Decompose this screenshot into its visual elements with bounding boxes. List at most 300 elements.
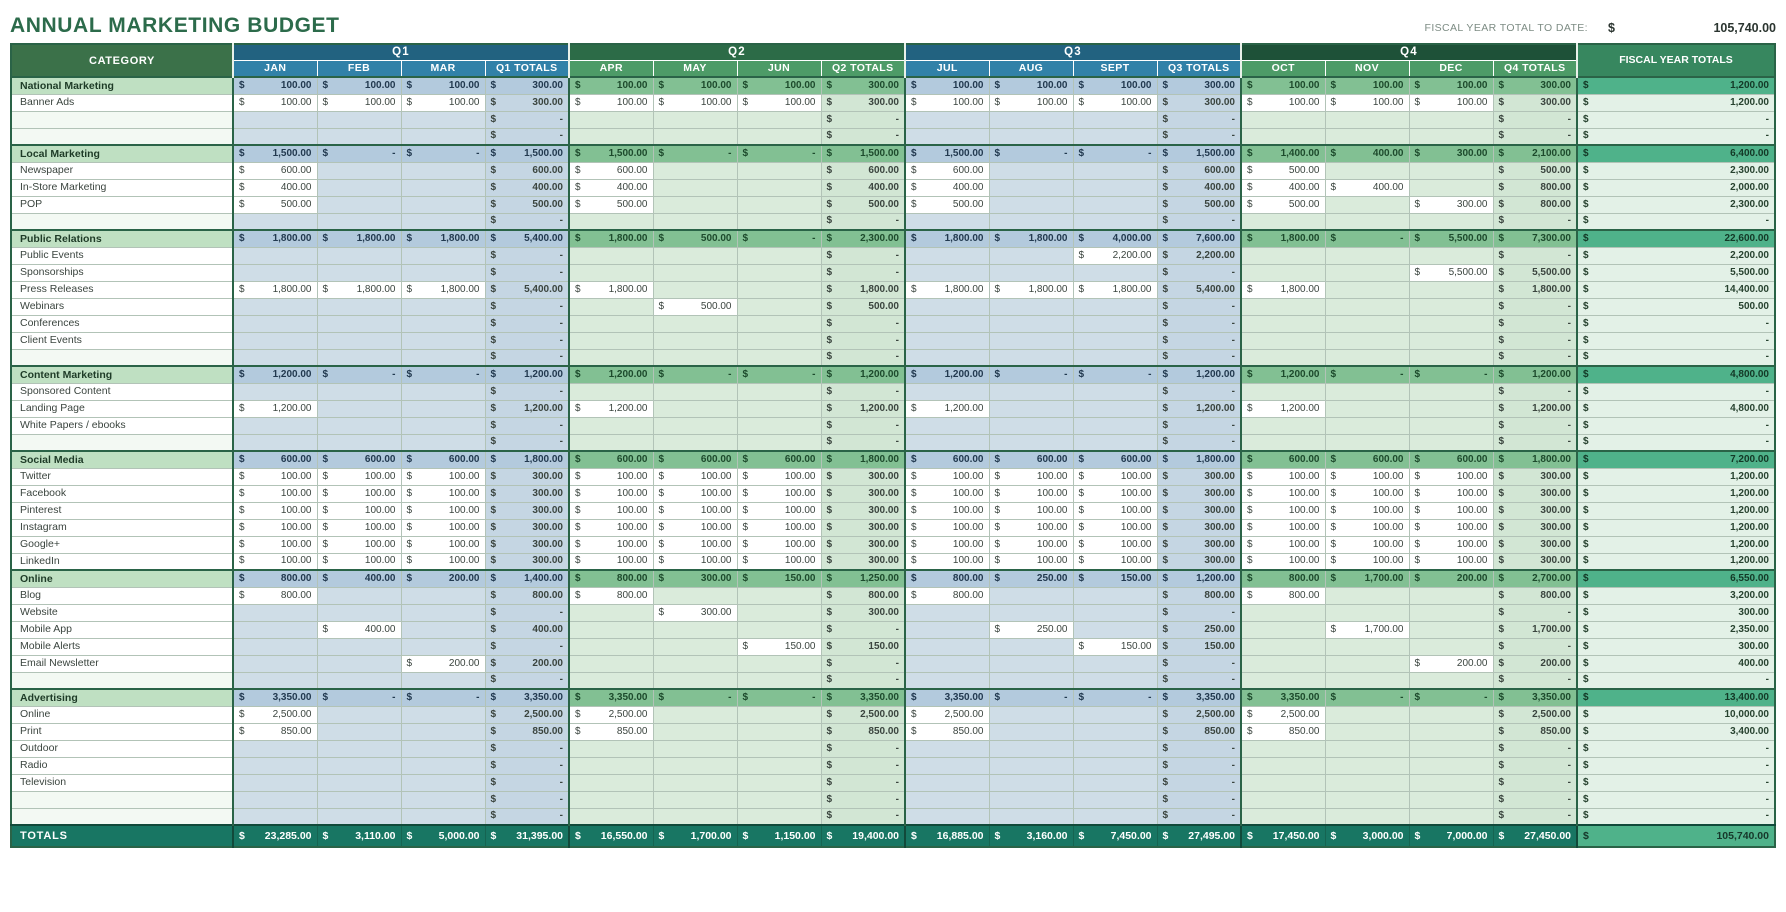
cell[interactable] xyxy=(1325,94,1409,111)
fiscal-year-total-cell[interactable] xyxy=(1577,298,1775,315)
quarter-total-cell[interactable] xyxy=(1157,723,1241,740)
cell[interactable] xyxy=(989,655,1073,672)
cell[interactable] xyxy=(1073,111,1157,128)
cell[interactable] xyxy=(737,587,821,604)
quarter-total-cell[interactable] xyxy=(1493,740,1577,757)
cell[interactable] xyxy=(737,570,821,587)
row-category[interactable] xyxy=(11,349,233,366)
cell[interactable] xyxy=(1325,791,1409,808)
cell[interactable] xyxy=(233,111,317,128)
fiscal-year-total-cell[interactable] xyxy=(1577,400,1775,417)
quarter-total-cell[interactable] xyxy=(1493,672,1577,689)
cell[interactable] xyxy=(233,740,317,757)
cell[interactable] xyxy=(905,162,989,179)
quarter-total-cell[interactable] xyxy=(1493,485,1577,502)
cell[interactable] xyxy=(1241,162,1325,179)
row-category[interactable]: Banner Ads xyxy=(11,94,233,111)
cell[interactable] xyxy=(737,264,821,281)
cell[interactable] xyxy=(737,502,821,519)
quarter-total-cell[interactable] xyxy=(821,366,905,383)
cell[interactable] xyxy=(1325,740,1409,757)
row-category[interactable]: Sponsored Content xyxy=(11,383,233,400)
cell[interactable] xyxy=(737,434,821,451)
quarter-total-cell[interactable] xyxy=(485,400,569,417)
cell[interactable] xyxy=(1325,723,1409,740)
fiscal-year-total-cell[interactable] xyxy=(1577,434,1775,451)
cell[interactable] xyxy=(989,417,1073,434)
section-category-cell[interactable]: Advertising xyxy=(11,689,233,706)
quarter-total-cell[interactable] xyxy=(1493,332,1577,349)
cell[interactable] xyxy=(569,774,653,791)
cell[interactable] xyxy=(317,162,401,179)
fiscal-year-total-cell[interactable] xyxy=(1577,230,1775,247)
cell[interactable] xyxy=(989,213,1073,230)
cell[interactable] xyxy=(317,757,401,774)
cell[interactable] xyxy=(569,281,653,298)
fiscal-year-total-cell[interactable] xyxy=(1577,128,1775,145)
cell[interactable] xyxy=(317,94,401,111)
cell[interactable] xyxy=(569,502,653,519)
quarter-total-cell[interactable] xyxy=(1157,587,1241,604)
cell[interactable] xyxy=(905,315,989,332)
cell[interactable] xyxy=(1073,366,1157,383)
cell[interactable] xyxy=(569,604,653,621)
quarter-total-cell[interactable] xyxy=(1493,264,1577,281)
cell[interactable] xyxy=(569,451,653,468)
cell[interactable] xyxy=(905,94,989,111)
cell[interactable] xyxy=(401,808,485,825)
cell[interactable] xyxy=(905,689,989,706)
cell[interactable] xyxy=(653,689,737,706)
cell[interactable] xyxy=(569,808,653,825)
cell[interactable] xyxy=(989,553,1073,570)
totals-cell[interactable] xyxy=(653,825,737,847)
cell[interactable] xyxy=(653,196,737,213)
quarter-total-cell[interactable] xyxy=(821,383,905,400)
cell[interactable] xyxy=(653,332,737,349)
cell[interactable] xyxy=(1241,587,1325,604)
cell[interactable] xyxy=(737,553,821,570)
cell[interactable] xyxy=(1409,247,1493,264)
cell[interactable] xyxy=(1409,519,1493,536)
cell[interactable] xyxy=(401,519,485,536)
section-category-cell[interactable]: Content Marketing xyxy=(11,366,233,383)
quarter-total-cell[interactable] xyxy=(1157,808,1241,825)
totals-fiscal-year-cell[interactable] xyxy=(1577,825,1775,847)
totals-cell[interactable] xyxy=(317,825,401,847)
quarter-total-cell[interactable] xyxy=(1157,145,1241,162)
cell[interactable] xyxy=(1241,468,1325,485)
quarter-total-cell[interactable] xyxy=(821,536,905,553)
cell[interactable] xyxy=(1409,536,1493,553)
cell[interactable] xyxy=(989,791,1073,808)
cell[interactable] xyxy=(1241,655,1325,672)
cell[interactable] xyxy=(1325,315,1409,332)
quarter-total-cell[interactable] xyxy=(1493,247,1577,264)
cell[interactable] xyxy=(233,621,317,638)
cell[interactable] xyxy=(569,570,653,587)
fiscal-year-total-cell[interactable] xyxy=(1577,621,1775,638)
quarter-total-cell[interactable] xyxy=(821,128,905,145)
cell[interactable] xyxy=(1241,553,1325,570)
cell[interactable] xyxy=(989,587,1073,604)
cell[interactable] xyxy=(1241,740,1325,757)
cell[interactable] xyxy=(905,519,989,536)
row-category[interactable]: Television xyxy=(11,774,233,791)
cell[interactable] xyxy=(401,604,485,621)
cell[interactable] xyxy=(905,230,989,247)
quarter-total-cell[interactable] xyxy=(1157,672,1241,689)
quarter-total-cell[interactable] xyxy=(485,332,569,349)
cell[interactable] xyxy=(233,434,317,451)
cell[interactable] xyxy=(1409,655,1493,672)
fiscal-year-total-cell[interactable] xyxy=(1577,417,1775,434)
totals-cell[interactable] xyxy=(1241,825,1325,847)
cell[interactable] xyxy=(1241,536,1325,553)
quarter-total-cell[interactable] xyxy=(485,264,569,281)
cell[interactable] xyxy=(737,213,821,230)
cell[interactable] xyxy=(1409,417,1493,434)
cell[interactable] xyxy=(1325,706,1409,723)
quarter-total-cell[interactable] xyxy=(1157,570,1241,587)
cell[interactable] xyxy=(1241,502,1325,519)
quarter-total-cell[interactable] xyxy=(485,604,569,621)
cell[interactable] xyxy=(569,264,653,281)
cell[interactable] xyxy=(317,77,401,94)
cell[interactable] xyxy=(653,485,737,502)
cell[interactable] xyxy=(653,468,737,485)
totals-quarter-cell[interactable] xyxy=(485,825,569,847)
cell[interactable] xyxy=(233,315,317,332)
quarter-total-cell[interactable] xyxy=(1493,349,1577,366)
cell[interactable] xyxy=(317,213,401,230)
cell[interactable] xyxy=(1241,638,1325,655)
cell[interactable] xyxy=(653,213,737,230)
cell[interactable] xyxy=(569,298,653,315)
cell[interactable] xyxy=(401,655,485,672)
cell[interactable] xyxy=(1241,247,1325,264)
cell[interactable] xyxy=(401,145,485,162)
cell[interactable] xyxy=(233,298,317,315)
quarter-total-cell[interactable] xyxy=(485,791,569,808)
quarter-total-cell[interactable] xyxy=(485,672,569,689)
cell[interactable] xyxy=(653,740,737,757)
cell[interactable] xyxy=(1241,298,1325,315)
quarter-total-cell[interactable] xyxy=(821,604,905,621)
quarter-total-cell[interactable] xyxy=(821,553,905,570)
cell[interactable] xyxy=(317,587,401,604)
quarter-total-cell[interactable] xyxy=(1157,196,1241,213)
quarter-total-cell[interactable] xyxy=(1157,519,1241,536)
quarter-total-cell[interactable] xyxy=(821,145,905,162)
cell[interactable] xyxy=(401,723,485,740)
cell[interactable] xyxy=(401,434,485,451)
cell[interactable] xyxy=(653,111,737,128)
fiscal-year-total-cell[interactable] xyxy=(1577,383,1775,400)
cell[interactable] xyxy=(569,485,653,502)
quarter-total-cell[interactable] xyxy=(485,230,569,247)
cell[interactable] xyxy=(989,196,1073,213)
cell[interactable] xyxy=(737,808,821,825)
cell[interactable] xyxy=(401,468,485,485)
cell[interactable] xyxy=(233,774,317,791)
cell[interactable] xyxy=(653,77,737,94)
cell[interactable] xyxy=(1073,145,1157,162)
quarter-total-cell[interactable] xyxy=(485,77,569,94)
row-category[interactable]: Newspaper xyxy=(11,162,233,179)
cell[interactable] xyxy=(737,400,821,417)
cell[interactable] xyxy=(737,604,821,621)
cell[interactable] xyxy=(317,808,401,825)
totals-quarter-cell[interactable] xyxy=(1157,825,1241,847)
cell[interactable] xyxy=(317,689,401,706)
quarter-total-cell[interactable] xyxy=(1493,213,1577,230)
cell[interactable] xyxy=(233,145,317,162)
fiscal-year-total-cell[interactable] xyxy=(1577,485,1775,502)
cell[interactable] xyxy=(1073,179,1157,196)
fiscal-year-total-cell[interactable] xyxy=(1577,349,1775,366)
cell[interactable] xyxy=(1241,570,1325,587)
cell[interactable] xyxy=(401,179,485,196)
row-category[interactable]: Online xyxy=(11,706,233,723)
cell[interactable] xyxy=(569,468,653,485)
cell[interactable] xyxy=(737,196,821,213)
cell[interactable] xyxy=(737,638,821,655)
row-category[interactable]: Landing Page xyxy=(11,400,233,417)
cell[interactable] xyxy=(317,111,401,128)
cell[interactable] xyxy=(989,400,1073,417)
quarter-total-cell[interactable] xyxy=(1493,281,1577,298)
cell[interactable] xyxy=(569,366,653,383)
totals-cell[interactable] xyxy=(1325,825,1409,847)
cell[interactable] xyxy=(317,349,401,366)
row-category[interactable] xyxy=(11,111,233,128)
cell[interactable] xyxy=(737,349,821,366)
quarter-total-cell[interactable] xyxy=(485,162,569,179)
cell[interactable] xyxy=(653,179,737,196)
cell[interactable] xyxy=(317,179,401,196)
cell[interactable] xyxy=(233,264,317,281)
quarter-total-cell[interactable] xyxy=(821,723,905,740)
row-category[interactable]: Facebook xyxy=(11,485,233,502)
cell[interactable] xyxy=(1325,162,1409,179)
cell[interactable] xyxy=(905,77,989,94)
cell[interactable] xyxy=(401,128,485,145)
row-category[interactable]: Mobile Alerts xyxy=(11,638,233,655)
row-category[interactable] xyxy=(11,808,233,825)
fiscal-year-total-cell[interactable] xyxy=(1577,94,1775,111)
cell[interactable] xyxy=(905,451,989,468)
cell[interactable] xyxy=(401,553,485,570)
quarter-total-cell[interactable] xyxy=(1493,570,1577,587)
cell[interactable] xyxy=(401,740,485,757)
quarter-total-cell[interactable] xyxy=(485,723,569,740)
cell[interactable] xyxy=(401,536,485,553)
cell[interactable] xyxy=(1325,196,1409,213)
cell[interactable] xyxy=(1409,604,1493,621)
quarter-total-cell[interactable] xyxy=(1493,366,1577,383)
cell[interactable] xyxy=(653,655,737,672)
cell[interactable] xyxy=(1241,213,1325,230)
row-category[interactable]: Twitter xyxy=(11,468,233,485)
cell[interactable] xyxy=(401,281,485,298)
cell[interactable] xyxy=(1325,485,1409,502)
quarter-total-cell[interactable] xyxy=(821,298,905,315)
cell[interactable] xyxy=(905,672,989,689)
quarter-total-cell[interactable] xyxy=(1157,383,1241,400)
totals-cell[interactable] xyxy=(1073,825,1157,847)
quarter-total-cell[interactable] xyxy=(1157,366,1241,383)
cell[interactable] xyxy=(569,536,653,553)
cell[interactable] xyxy=(1325,179,1409,196)
section-category-cell[interactable]: National Marketing xyxy=(11,77,233,94)
cell[interactable] xyxy=(1325,111,1409,128)
cell[interactable] xyxy=(569,230,653,247)
cell[interactable] xyxy=(1409,94,1493,111)
quarter-total-cell[interactable] xyxy=(1493,621,1577,638)
quarter-total-cell[interactable] xyxy=(821,162,905,179)
quarter-total-cell[interactable] xyxy=(485,349,569,366)
quarter-total-cell[interactable] xyxy=(821,332,905,349)
cell[interactable] xyxy=(233,672,317,689)
cell[interactable] xyxy=(737,230,821,247)
cell[interactable] xyxy=(653,791,737,808)
cell[interactable] xyxy=(905,111,989,128)
cell[interactable] xyxy=(905,281,989,298)
cell[interactable] xyxy=(1073,77,1157,94)
cell[interactable] xyxy=(1073,757,1157,774)
fiscal-year-total-cell[interactable] xyxy=(1577,332,1775,349)
cell[interactable] xyxy=(1241,791,1325,808)
cell[interactable] xyxy=(1241,179,1325,196)
cell[interactable] xyxy=(653,145,737,162)
cell[interactable] xyxy=(653,808,737,825)
cell[interactable] xyxy=(905,434,989,451)
cell[interactable] xyxy=(905,298,989,315)
quarter-total-cell[interactable] xyxy=(1493,145,1577,162)
cell[interactable] xyxy=(1409,468,1493,485)
fiscal-year-total-cell[interactable] xyxy=(1577,808,1775,825)
cell[interactable] xyxy=(653,434,737,451)
cell[interactable] xyxy=(233,757,317,774)
cell[interactable] xyxy=(233,94,317,111)
cell[interactable] xyxy=(1073,468,1157,485)
cell[interactable] xyxy=(737,298,821,315)
cell[interactable] xyxy=(233,451,317,468)
fiscal-year-total-cell[interactable] xyxy=(1577,366,1775,383)
row-category[interactable]: Conferences xyxy=(11,315,233,332)
cell[interactable] xyxy=(317,145,401,162)
cell[interactable] xyxy=(1241,519,1325,536)
fiscal-year-total-cell[interactable] xyxy=(1577,468,1775,485)
cell[interactable] xyxy=(233,638,317,655)
quarter-total-cell[interactable] xyxy=(485,298,569,315)
quarter-total-cell[interactable] xyxy=(821,179,905,196)
quarter-total-cell[interactable] xyxy=(1493,298,1577,315)
fiscal-year-total-cell[interactable] xyxy=(1577,451,1775,468)
cell[interactable] xyxy=(1325,655,1409,672)
quarter-total-cell[interactable] xyxy=(1157,179,1241,196)
cell[interactable] xyxy=(233,213,317,230)
cell[interactable] xyxy=(1409,706,1493,723)
cell[interactable] xyxy=(317,417,401,434)
cell[interactable] xyxy=(1409,213,1493,230)
quarter-total-cell[interactable] xyxy=(821,213,905,230)
quarter-total-cell[interactable] xyxy=(821,417,905,434)
row-category[interactable]: Press Releases xyxy=(11,281,233,298)
cell[interactable] xyxy=(653,706,737,723)
cell[interactable] xyxy=(737,689,821,706)
cell[interactable] xyxy=(1241,808,1325,825)
quarter-total-cell[interactable] xyxy=(485,417,569,434)
fiscal-year-total-cell[interactable] xyxy=(1577,145,1775,162)
fiscal-year-total-cell[interactable] xyxy=(1577,315,1775,332)
cell[interactable] xyxy=(569,349,653,366)
cell[interactable] xyxy=(1325,366,1409,383)
cell[interactable] xyxy=(1325,638,1409,655)
cell[interactable] xyxy=(317,434,401,451)
cell[interactable] xyxy=(317,672,401,689)
totals-cell[interactable] xyxy=(737,825,821,847)
cell[interactable] xyxy=(233,655,317,672)
cell[interactable] xyxy=(1325,298,1409,315)
cell[interactable] xyxy=(401,502,485,519)
cell[interactable] xyxy=(401,111,485,128)
quarter-total-cell[interactable] xyxy=(821,587,905,604)
cell[interactable] xyxy=(569,519,653,536)
row-category[interactable]: Blog xyxy=(11,587,233,604)
cell[interactable] xyxy=(1073,315,1157,332)
quarter-total-cell[interactable] xyxy=(821,757,905,774)
quarter-total-cell[interactable] xyxy=(485,111,569,128)
cell[interactable] xyxy=(905,179,989,196)
cell[interactable] xyxy=(1409,366,1493,383)
cell[interactable] xyxy=(1241,672,1325,689)
cell[interactable] xyxy=(1325,281,1409,298)
fiscal-year-total-cell[interactable] xyxy=(1577,706,1775,723)
cell[interactable] xyxy=(317,519,401,536)
cell[interactable] xyxy=(737,485,821,502)
quarter-total-cell[interactable] xyxy=(485,774,569,791)
quarter-total-cell[interactable] xyxy=(1493,723,1577,740)
cell[interactable] xyxy=(905,468,989,485)
quarter-total-cell[interactable] xyxy=(1157,247,1241,264)
cell[interactable] xyxy=(989,740,1073,757)
cell[interactable] xyxy=(1073,638,1157,655)
cell[interactable] xyxy=(1073,808,1157,825)
cell[interactable] xyxy=(1241,94,1325,111)
quarter-total-cell[interactable] xyxy=(1157,757,1241,774)
cell[interactable] xyxy=(653,774,737,791)
cell[interactable] xyxy=(317,468,401,485)
cell[interactable] xyxy=(401,264,485,281)
quarter-total-cell[interactable] xyxy=(821,196,905,213)
quarter-total-cell[interactable] xyxy=(1157,128,1241,145)
cell[interactable] xyxy=(1325,77,1409,94)
cell[interactable] xyxy=(989,689,1073,706)
row-category[interactable]: White Papers / ebooks xyxy=(11,417,233,434)
cell[interactable] xyxy=(653,502,737,519)
cell[interactable] xyxy=(233,417,317,434)
cell[interactable] xyxy=(737,672,821,689)
quarter-total-cell[interactable] xyxy=(821,740,905,757)
cell[interactable] xyxy=(569,179,653,196)
quarter-total-cell[interactable] xyxy=(485,655,569,672)
cell[interactable] xyxy=(233,519,317,536)
cell[interactable] xyxy=(1241,757,1325,774)
fiscal-year-total-cell[interactable] xyxy=(1577,502,1775,519)
cell[interactable] xyxy=(569,672,653,689)
